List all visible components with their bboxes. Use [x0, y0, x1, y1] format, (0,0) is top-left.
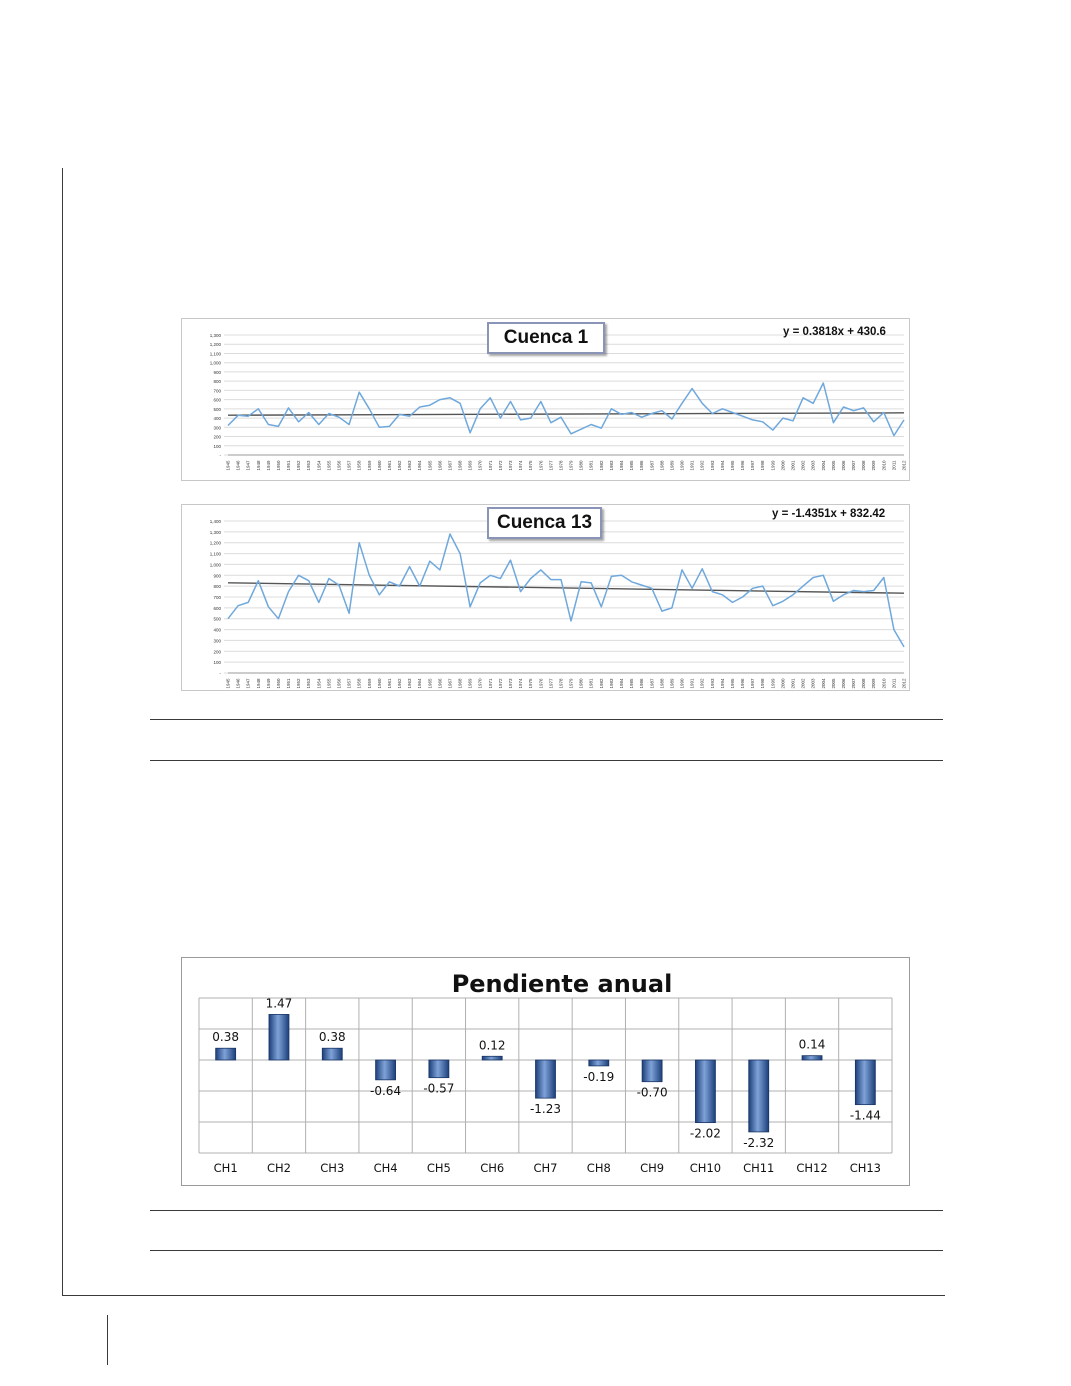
- x-tick-label: 1970: [477, 460, 483, 471]
- data-label: 0.38: [318, 1030, 346, 1045]
- y-tick-label: 200: [213, 649, 221, 655]
- y-tick-label: -: [219, 671, 221, 676]
- x-tick-label: 1954: [316, 460, 322, 471]
- x-tick-label: 1953: [306, 460, 312, 471]
- x-tick-label: 2012: [901, 460, 907, 471]
- y-tick-label: 800: [213, 379, 221, 385]
- x-tick-label: 1970: [477, 678, 483, 689]
- y-tick-label: 1,300: [209, 333, 221, 338]
- x-tick-label: 1953: [306, 678, 312, 689]
- caption-rule-bottom-1: [150, 760, 943, 761]
- x-tick-label: 2000: [780, 678, 786, 689]
- data-label: -0.64: [370, 1083, 402, 1098]
- x-tick-label: 1999: [770, 678, 776, 689]
- y-tick-label: 200: [213, 434, 221, 440]
- x-tick-label: 1957: [346, 678, 352, 689]
- cuenca-13-trend-equation: y = -1.4351x + 832.42: [772, 508, 886, 520]
- x-tick-label: 1975: [528, 460, 534, 471]
- bar: [536, 1060, 556, 1098]
- footer-marker-line: [107, 1315, 108, 1365]
- x-tick-label: CH2: [266, 1161, 291, 1175]
- y-tick-label: 300: [213, 638, 221, 644]
- x-tick-label: 1985: [629, 460, 635, 471]
- bar: [749, 1060, 769, 1132]
- x-tick-label: 1952: [296, 460, 302, 471]
- data-label: -0.57: [423, 1081, 455, 1096]
- x-tick-label: 1946: [235, 460, 241, 471]
- x-tick-label: 1963: [407, 678, 413, 689]
- x-tick-label: 1958: [356, 678, 362, 689]
- y-tick-label: 600: [213, 397, 221, 403]
- cuenca-1-trend-equation: y = 0.3818x + 430.6: [783, 326, 886, 338]
- x-tick-label: 1956: [336, 678, 342, 689]
- x-tick-label: 1968: [457, 460, 463, 471]
- x-tick-label: 1965: [427, 460, 433, 471]
- x-tick-label: 1949: [265, 678, 271, 689]
- x-tick-label: 1988: [659, 460, 665, 471]
- x-tick-label: 1962: [397, 460, 403, 471]
- data-label: 0.14: [798, 1037, 826, 1052]
- x-tick-label: 1971: [487, 678, 493, 689]
- x-tick-label: 1966: [437, 460, 443, 471]
- x-tick-label: 1979: [568, 678, 574, 689]
- x-tick-label: 2012: [901, 678, 907, 689]
- x-tick-label: 1946: [235, 678, 241, 689]
- x-tick-label: 1955: [326, 460, 332, 471]
- y-tick-label: 100: [213, 660, 221, 666]
- x-tick-label: 1974: [518, 460, 524, 471]
- x-tick-label: 1967: [447, 460, 453, 471]
- bar: [855, 1060, 875, 1105]
- pendiente-anual-chart: [181, 957, 910, 1186]
- bar: [642, 1060, 662, 1082]
- x-tick-label: 1950: [275, 460, 281, 471]
- y-tick-label: 400: [213, 627, 221, 633]
- x-tick-label: 1960: [376, 460, 382, 471]
- x-tick-label: 1971: [487, 460, 493, 471]
- x-tick-label: 1955: [326, 678, 332, 689]
- x-tick-label: 1993: [709, 678, 715, 689]
- x-tick-label: 1959: [366, 678, 372, 689]
- y-tick-label: 600: [213, 605, 221, 611]
- data-label: 1.47: [265, 996, 293, 1011]
- x-tick-label: CH3: [320, 1161, 345, 1175]
- x-tick-label: 1965: [427, 678, 433, 689]
- x-tick-label: 1994: [719, 678, 725, 689]
- y-tick-label: 700: [213, 595, 221, 600]
- left-margin-line: [62, 168, 63, 1296]
- y-tick-label: 700: [213, 388, 221, 394]
- x-tick-label: 1981: [588, 460, 594, 471]
- cuenca-13-title: Cuenca 13: [487, 507, 602, 539]
- x-tick-label: 1998: [760, 460, 766, 471]
- y-tick-label: 1,200: [209, 342, 221, 348]
- x-tick-label: 1985: [629, 678, 635, 689]
- bar: [216, 1048, 236, 1060]
- x-tick-label: 1973: [508, 678, 514, 689]
- x-tick-label: 1957: [346, 460, 352, 471]
- x-tick-label: 1948: [255, 678, 261, 689]
- x-tick-label: 1990: [679, 460, 685, 471]
- y-tick-label: 900: [213, 369, 221, 375]
- x-tick-label: 1992: [699, 678, 705, 689]
- data-label: -2.02: [689, 1126, 721, 1141]
- x-tick-label: 1959: [366, 460, 372, 471]
- x-tick-label: 1956: [336, 460, 342, 471]
- data-label: -1.23: [529, 1102, 562, 1117]
- x-tick-label: 2006: [840, 460, 846, 471]
- x-tick-label: 1997: [750, 678, 756, 689]
- bar: [482, 1056, 502, 1060]
- x-tick-label: 1991: [689, 678, 695, 689]
- x-tick-label: 1966: [437, 678, 443, 689]
- x-tick-label: 2010: [881, 460, 887, 471]
- caption-rule-bottom-2: [150, 1250, 943, 1251]
- x-tick-label: 1983: [608, 678, 614, 689]
- x-tick-label: 1972: [497, 678, 503, 689]
- x-tick-label: 1995: [729, 678, 735, 689]
- x-tick-label: 2008: [861, 678, 867, 689]
- caption-rule-top-2: [150, 1210, 943, 1211]
- x-tick-label: 2007: [851, 678, 857, 689]
- x-tick-label: 1951: [286, 460, 292, 471]
- x-tick-label: 1989: [669, 678, 675, 689]
- y-tick-label: 400: [213, 416, 221, 422]
- x-tick-label: 1958: [356, 460, 362, 471]
- bottom-margin-line: [62, 1295, 945, 1296]
- x-tick-label: 2002: [800, 678, 806, 689]
- bar: [429, 1060, 449, 1078]
- x-tick-label: 2002: [800, 460, 806, 471]
- x-tick-label: 1997: [750, 460, 756, 471]
- x-tick-label: 1977: [548, 678, 554, 689]
- x-tick-label: 1961: [386, 678, 392, 689]
- x-tick-label: 1960: [376, 678, 382, 689]
- x-tick-label: 1987: [649, 460, 655, 471]
- x-tick-label: CH4: [373, 1161, 398, 1175]
- x-tick-label: CH12: [796, 1161, 828, 1175]
- x-tick-label: 1998: [760, 678, 766, 689]
- x-tick-label: 2008: [861, 460, 867, 471]
- x-tick-label: 1993: [709, 460, 715, 471]
- data-label: 0.12: [478, 1038, 506, 1053]
- x-tick-label: 1994: [719, 460, 725, 471]
- x-tick-label: 2000: [780, 460, 786, 471]
- y-tick-label: 300: [213, 425, 221, 431]
- x-tick-label: 1989: [669, 460, 675, 471]
- x-tick-label: 1964: [417, 678, 423, 689]
- x-tick-label: 1952: [296, 678, 302, 689]
- x-tick-label: 2010: [881, 678, 887, 689]
- x-tick-label: 1951: [286, 678, 292, 689]
- x-tick-label: 1961: [386, 460, 392, 471]
- x-tick-label: 1982: [598, 460, 604, 471]
- y-tick-label: 1,200: [209, 540, 221, 546]
- x-tick-label: 1949: [265, 460, 271, 471]
- x-tick-label: 1992: [699, 460, 705, 471]
- data-label: 0.38: [212, 1030, 240, 1045]
- pendiente-anual-title: Pendiente anual: [451, 970, 673, 998]
- y-tick-label: 1,100: [209, 351, 221, 357]
- x-tick-label: 1990: [679, 678, 685, 689]
- bar: [269, 1014, 289, 1060]
- x-tick-label: CH11: [743, 1161, 775, 1175]
- x-tick-label: CH6: [480, 1161, 505, 1175]
- x-tick-label: 2006: [840, 678, 846, 689]
- bar: [695, 1060, 715, 1123]
- x-tick-label: 1986: [639, 460, 645, 471]
- x-tick-label: CH10: [689, 1161, 722, 1175]
- x-tick-label: 1984: [618, 460, 624, 471]
- x-tick-label: 1978: [558, 460, 564, 471]
- x-tick-label: 1947: [245, 460, 251, 471]
- bar: [802, 1056, 822, 1060]
- x-tick-label: 1954: [316, 678, 322, 689]
- x-tick-label: 2004: [820, 460, 826, 471]
- caption-rule-top-1: [150, 719, 943, 720]
- x-tick-label: CH1: [213, 1161, 238, 1175]
- x-tick-label: 1988: [659, 678, 665, 689]
- x-tick-label: 1996: [740, 460, 746, 471]
- x-tick-label: 1996: [740, 678, 746, 689]
- x-tick-label: 2003: [810, 678, 816, 689]
- x-tick-label: CH7: [533, 1161, 558, 1175]
- x-tick-label: 2011: [891, 678, 897, 689]
- x-tick-label: 1981: [588, 678, 594, 689]
- x-tick-label: 1964: [417, 460, 423, 471]
- y-tick-label: 800: [213, 584, 221, 590]
- x-tick-label: 1979: [568, 460, 574, 471]
- y-tick-label: 1,100: [209, 551, 221, 557]
- x-tick-label: 1969: [467, 460, 473, 471]
- x-tick-label: 1976: [538, 678, 544, 689]
- x-tick-label: 1973: [508, 460, 514, 471]
- x-tick-label: 1969: [467, 678, 473, 689]
- x-tick-label: 1980: [578, 460, 584, 471]
- y-tick-label: 1,400: [209, 519, 221, 524]
- y-tick-label: 1,000: [209, 360, 221, 366]
- x-tick-label: 2004: [820, 678, 826, 689]
- data-label: -2.32: [743, 1135, 775, 1150]
- x-tick-label: 1976: [538, 460, 544, 471]
- x-tick-label: 2001: [790, 678, 796, 689]
- y-tick-label: 500: [213, 406, 221, 412]
- data-label: -0.19: [583, 1069, 615, 1084]
- y-tick-label: 500: [213, 616, 221, 622]
- x-tick-label: 1978: [558, 678, 564, 689]
- y-tick-label: 1,000: [209, 562, 221, 568]
- x-tick-label: 2009: [871, 678, 877, 689]
- x-tick-label: CH13: [849, 1161, 882, 1175]
- bar: [322, 1048, 342, 1060]
- x-tick-label: 1987: [649, 678, 655, 689]
- y-tick-label: 900: [213, 573, 221, 579]
- trend-line: [228, 583, 904, 593]
- x-tick-label: 2005: [830, 678, 836, 689]
- y-tick-label: 100: [213, 443, 221, 449]
- data-label: -1.44: [849, 1108, 881, 1123]
- x-tick-label: 1948: [255, 460, 261, 471]
- x-tick-label: 1945: [225, 678, 231, 689]
- y-tick-label: -: [219, 453, 221, 458]
- x-tick-label: 1977: [548, 460, 554, 471]
- x-tick-label: 1974: [518, 678, 524, 689]
- x-tick-label: 1967: [447, 678, 453, 689]
- x-tick-label: CH8: [586, 1161, 611, 1175]
- data-label: -0.70: [636, 1085, 668, 1100]
- x-tick-label: 1968: [457, 678, 463, 689]
- x-tick-label: 2011: [891, 460, 897, 471]
- x-tick-label: 1972: [497, 460, 503, 471]
- x-tick-label: 1984: [618, 678, 624, 689]
- x-tick-label: 2005: [830, 460, 836, 471]
- x-tick-label: CH9: [640, 1161, 665, 1175]
- bar: [376, 1060, 396, 1080]
- x-tick-label: 1963: [407, 460, 413, 471]
- x-tick-label: 2003: [810, 460, 816, 471]
- x-tick-label: 2001: [790, 460, 796, 471]
- x-tick-label: 1999: [770, 460, 776, 471]
- x-tick-label: CH5: [426, 1161, 451, 1175]
- x-tick-label: 1950: [275, 678, 281, 689]
- x-tick-label: 1975: [528, 678, 534, 689]
- x-tick-label: 1980: [578, 678, 584, 689]
- x-tick-label: 2009: [871, 460, 877, 471]
- x-tick-label: 1986: [639, 678, 645, 689]
- x-tick-label: 1995: [729, 460, 735, 471]
- x-tick-label: 1945: [225, 460, 231, 471]
- x-tick-label: 1983: [608, 460, 614, 471]
- y-tick-label: 1,300: [209, 529, 221, 535]
- cuenca-13-chart: [181, 504, 910, 691]
- x-tick-label: 2007: [851, 460, 857, 471]
- x-tick-label: 1991: [689, 460, 695, 471]
- cuenca-1-title: Cuenca 1: [487, 322, 605, 354]
- x-tick-label: 1947: [245, 678, 251, 689]
- cuenca-1-chart: [181, 318, 910, 481]
- x-tick-label: 1982: [598, 678, 604, 689]
- bar: [589, 1060, 609, 1066]
- x-tick-label: 1962: [397, 678, 403, 689]
